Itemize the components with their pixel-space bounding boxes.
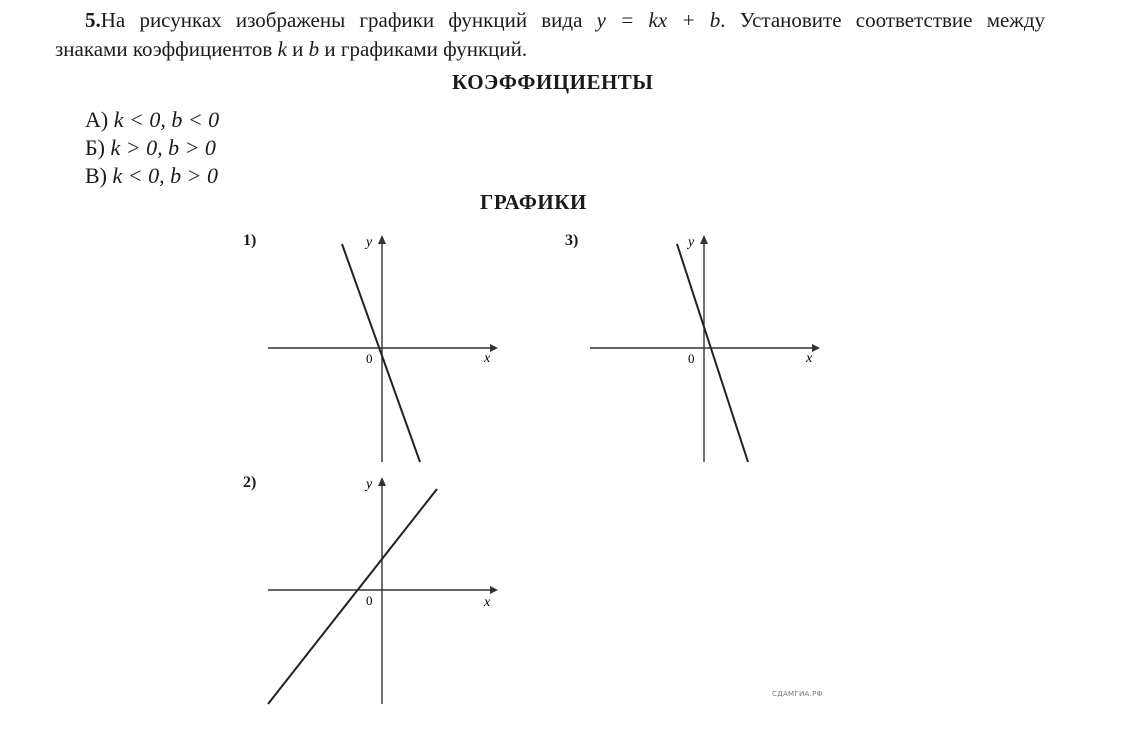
problem-text: . Установите соответствие между [720, 8, 1046, 32]
x-axis-label: x [806, 351, 813, 366]
problem-line-2 [55, 35, 1045, 64]
graph-2-label: 2) [243, 474, 257, 491]
problem-text: знаками коэффициентов [55, 37, 278, 61]
function-line [342, 244, 420, 462]
origin-label: 0 [366, 593, 373, 608]
problem-text: и [286, 37, 309, 61]
x-axis-arrow-icon [490, 586, 498, 594]
coef-condition: k < 0, b > 0 [112, 163, 218, 188]
var-b: b [308, 37, 320, 61]
coefficients-list [85, 106, 219, 190]
formula: y = kx + b [596, 8, 721, 32]
coef-item-v [85, 162, 219, 190]
var-k: k [277, 37, 287, 61]
coef-item-b [85, 134, 219, 162]
graph-1-label: 1) [243, 232, 257, 249]
y-axis-label: y [688, 235, 695, 250]
problem-text: На рисунках изображены графики функций вида [100, 8, 597, 32]
coef-item-a [85, 106, 219, 134]
coef-letter: А) [85, 107, 109, 132]
function-line [268, 489, 437, 704]
x-axis-label: x [484, 351, 491, 366]
origin-label: 0 [366, 351, 373, 366]
coef-letter: Б) [85, 135, 105, 160]
graph-2 [260, 472, 500, 712]
problem-text: и графиками функций. [319, 37, 528, 61]
graphs-heading: ГРАФИКИ [480, 190, 587, 214]
origin-label: 0 [688, 351, 695, 366]
problem-statement [55, 6, 1045, 64]
y-axis-arrow-icon [378, 477, 386, 486]
coefficients-heading: КОЭФФИЦИЕНТЫ [452, 70, 654, 94]
y-axis-arrow-icon [378, 235, 386, 244]
graph-3 [582, 230, 822, 470]
problem-line-1 [55, 6, 1045, 35]
watermark: СДАМГИА.РФ [772, 690, 823, 698]
x-axis-arrow-icon [490, 344, 498, 352]
coef-condition: k > 0, b > 0 [110, 135, 216, 160]
coef-condition: k < 0, b < 0 [113, 107, 220, 132]
graph-3-label: 3) [565, 232, 579, 249]
graph-1 [260, 230, 500, 470]
y-axis-label: y [366, 477, 373, 492]
x-axis-arrow-icon [812, 344, 820, 352]
problem-number: 5. [85, 8, 101, 32]
y-axis-label: y [366, 235, 373, 250]
x-axis-label: x [484, 595, 491, 610]
coef-letter: В) [85, 163, 107, 188]
y-axis-arrow-icon [700, 235, 708, 244]
